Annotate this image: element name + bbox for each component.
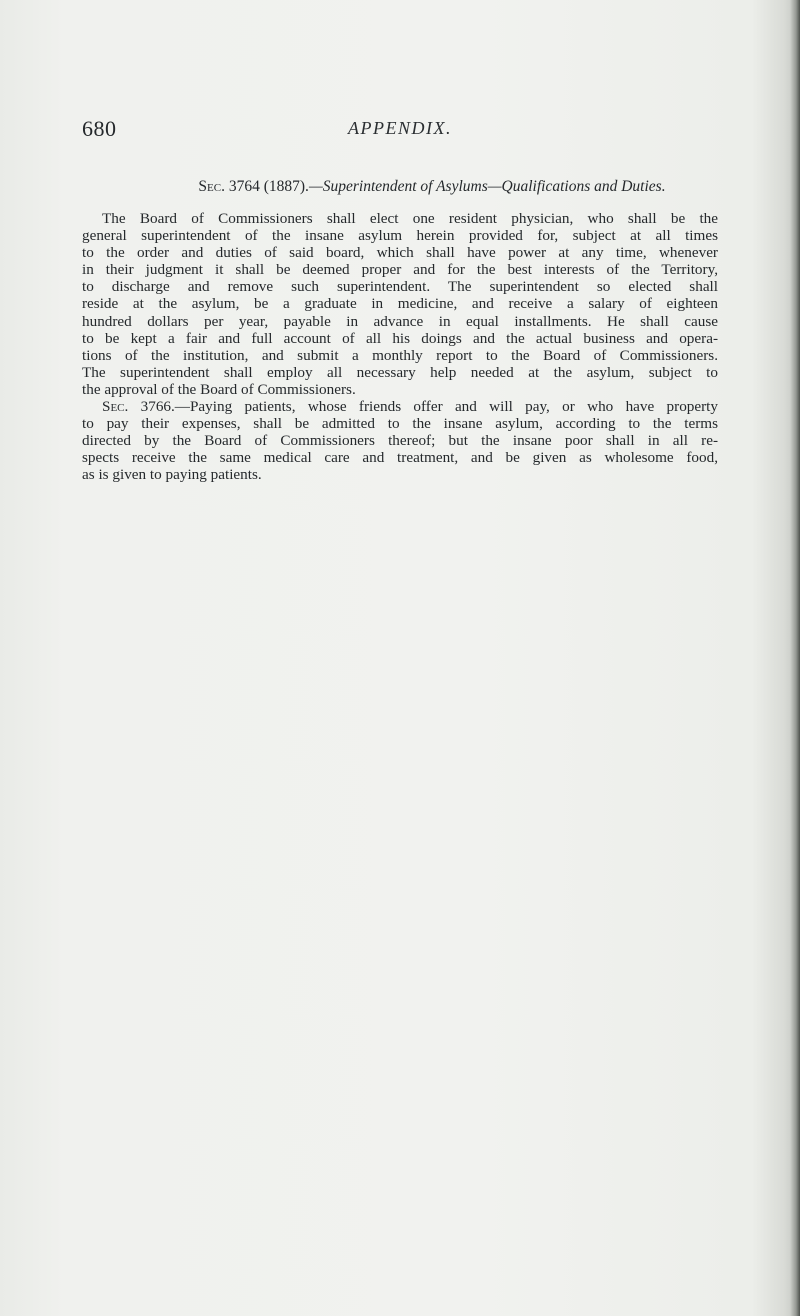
page-edge-shadow <box>790 0 800 1316</box>
paragraph-2-line: 3766.—Paying patients, whose friends offer and will pay, or who have property <box>140 398 718 416</box>
paragraph-1-line: The superintendent shall employ all necessary help needed at the asylum, subject to <box>82 363 718 381</box>
paragraph-2-line: spects receive the same medical care and treatment, and be given as wholesome food, <box>82 449 718 467</box>
paragraph-1-line: to discharge and remove such superintendent. The superintendent so elected shall <box>82 278 718 296</box>
paragraph-2-line: as is given to paying patients. <box>82 466 262 484</box>
paragraph-2-line: to pay their expenses, shall be admitted to the insane asylum, according to the terms <box>82 415 718 433</box>
paragraph-1-line: The Board of Commissioners shall elect one resident physician, who shall be the <box>102 210 718 227</box>
paragraph-2-line: directed by the Board of Commissioners thereof; but the insane poor shall in all re- <box>82 432 718 450</box>
section-title <box>82 178 782 196</box>
section-heading: —Superintendent of Asylums—Qualifications and Duties. <box>308 178 666 195</box>
paragraph-2-first-line <box>82 398 718 415</box>
body-text <box>82 210 718 484</box>
paragraph-1-line: reside at the asylum, be a graduate in medicine, and receive a salary of eighteen <box>82 295 718 313</box>
section-number: 3764 (1887). <box>228 178 309 195</box>
paragraph-1-line: general superintendent of the insane asylum herein provided for, subject at all times <box>82 227 718 245</box>
paragraph-1-line: to be kept a fair and full account of all his doings and the actual business and opera- <box>82 329 718 347</box>
section-sec-label: Sec. <box>198 178 225 195</box>
paragraph-1-line: hundred dollars per year, payable in advance in equal installments. He shall cause <box>82 312 718 330</box>
paragraph-1-line: in their judgment it shall be deemed proper and for the best interests of the Territory, <box>82 261 718 279</box>
paragraph-1-line: the approval of the Board of Commissioners. <box>82 380 356 398</box>
paragraph-2-sec-label: Sec. <box>102 398 129 416</box>
running-head: APPENDIX. <box>348 118 452 138</box>
paragraph-1-line: to the order and duties of said board, which shall have power at any time, whenever <box>82 244 718 262</box>
page-number: 680 <box>82 116 117 141</box>
paragraph-1-line: tions of the institution, and submit a monthly report to the Board of Commissioners. <box>82 346 718 364</box>
